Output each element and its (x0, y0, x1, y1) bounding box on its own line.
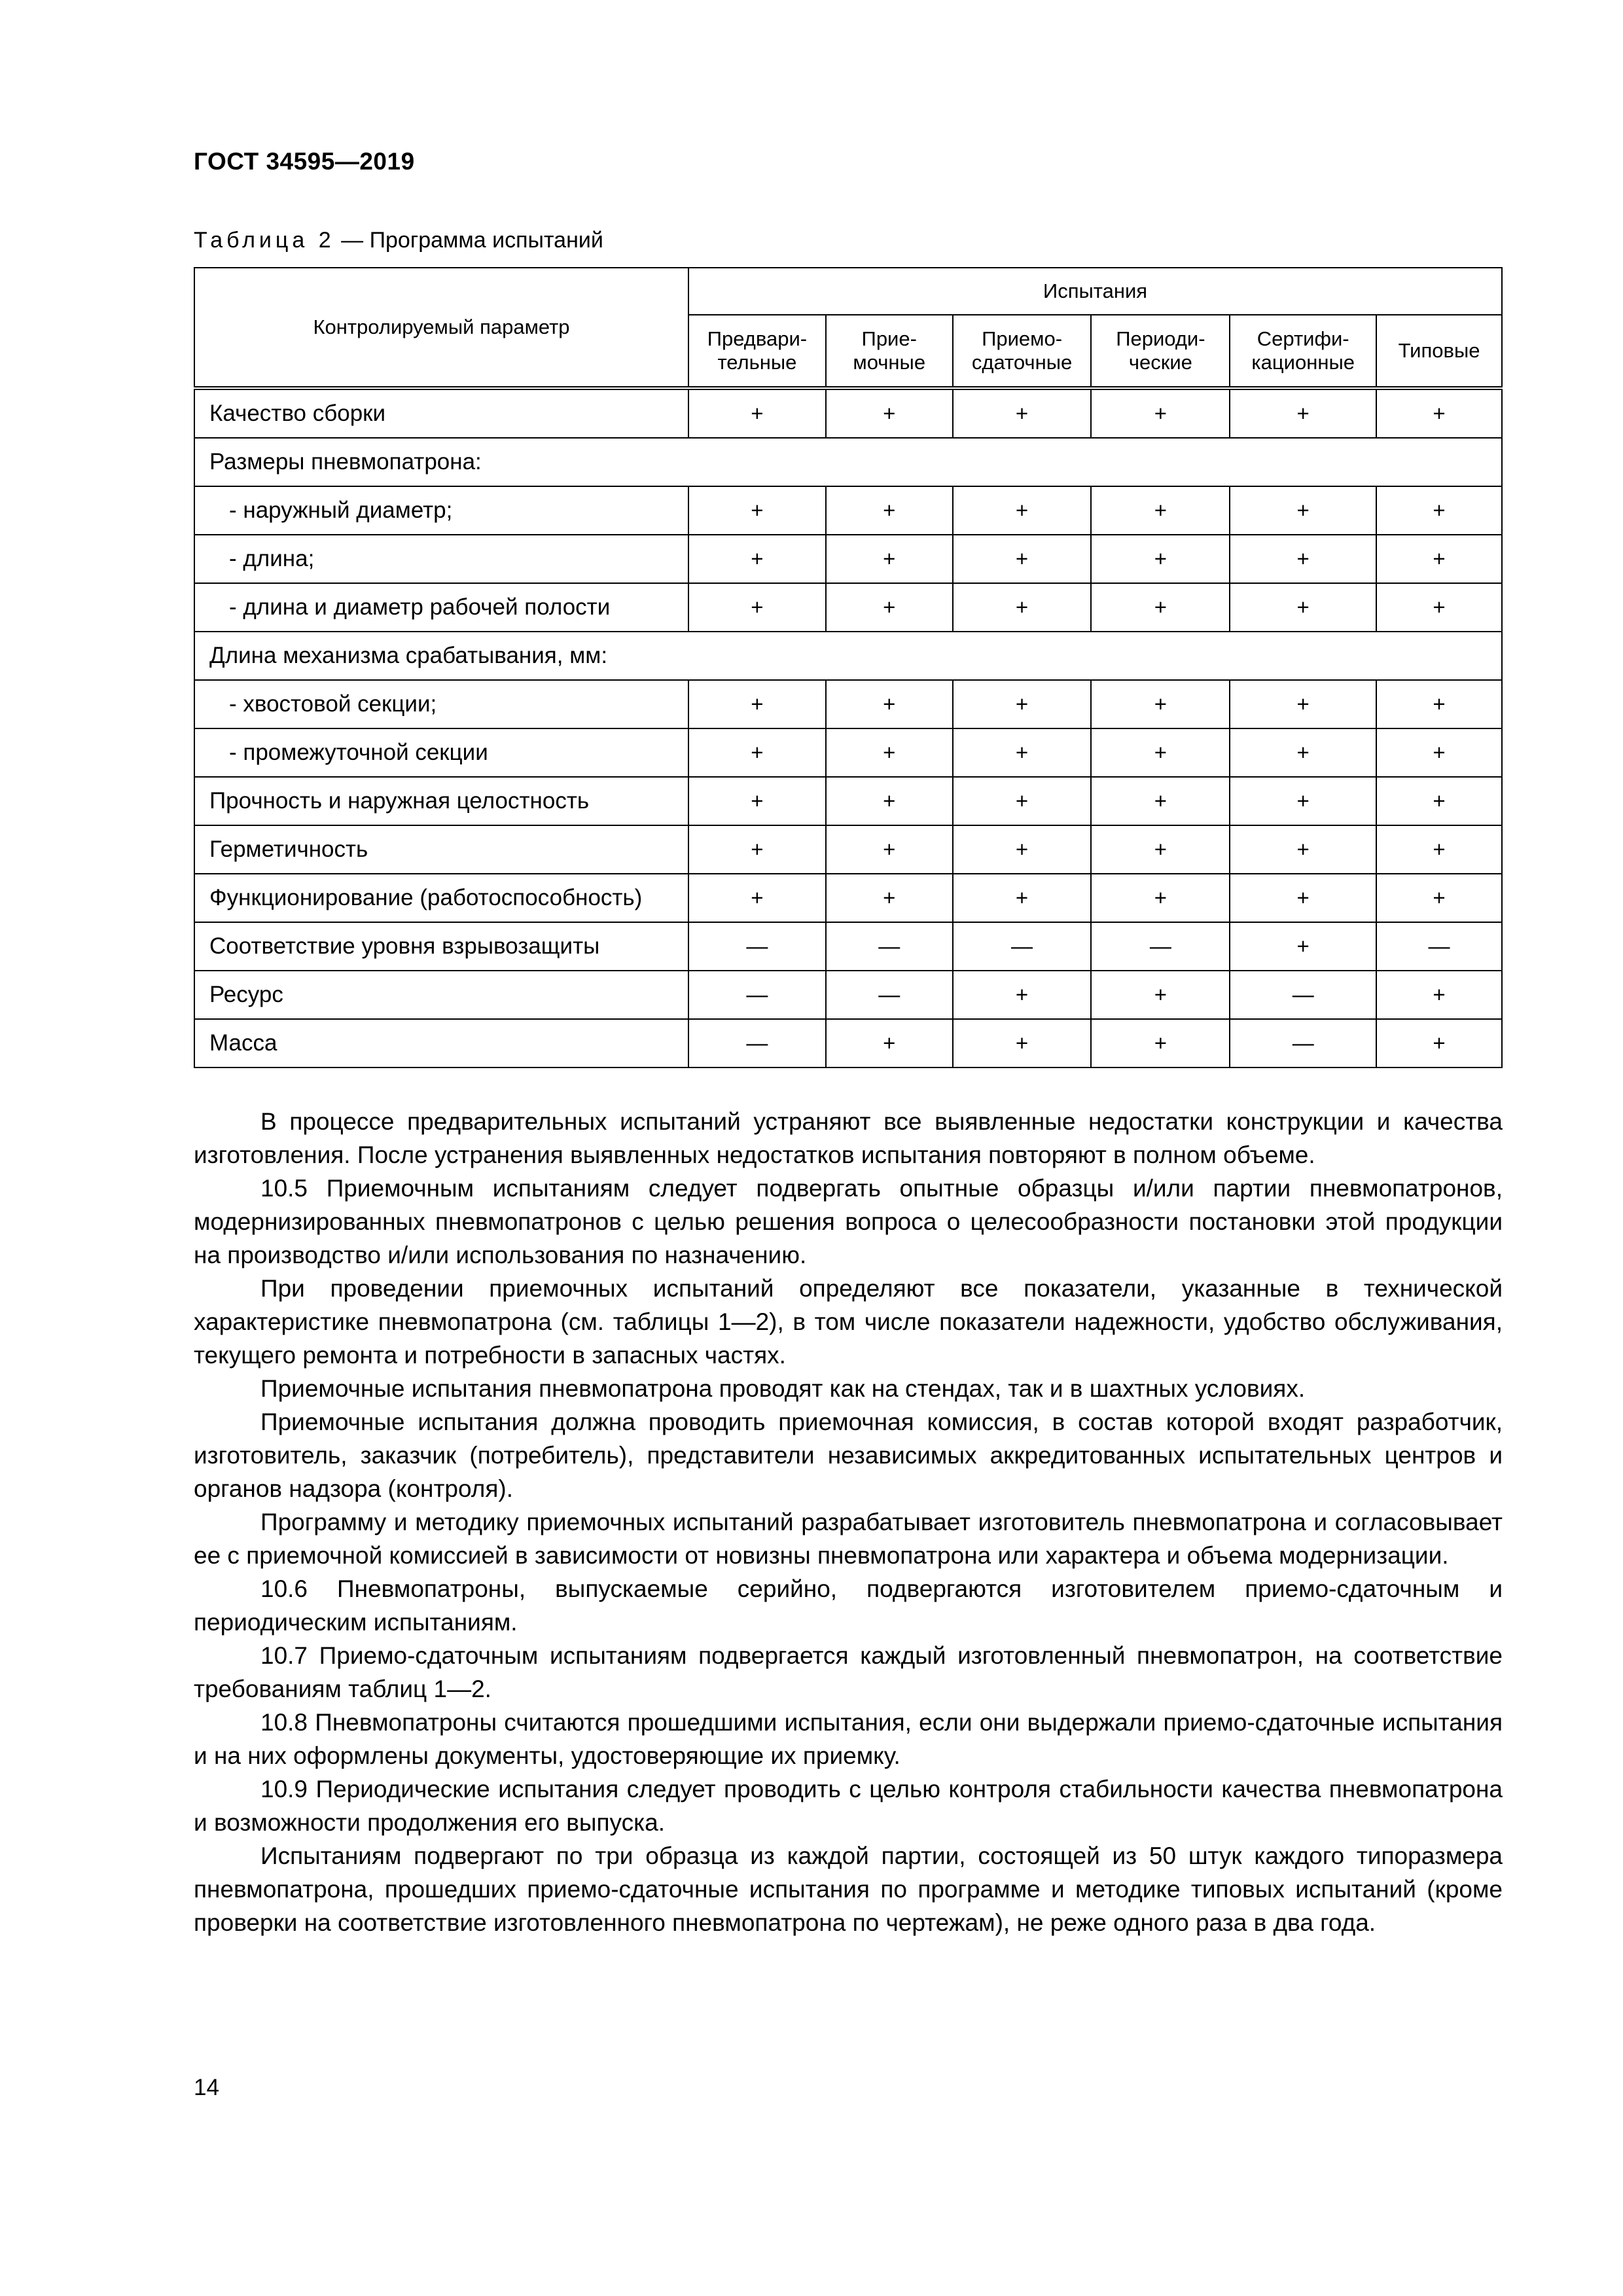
row-parameter-name: Соответствие уровня взрывозащиты (194, 922, 688, 971)
test-mark-cell: + (1091, 680, 1230, 728)
test-mark-cell: + (953, 728, 1092, 777)
row-parameter-name: Функционирование (работоспособность) (194, 874, 688, 922)
document-code-header: ГОСТ 34595—2019 (194, 148, 415, 175)
table-row (194, 825, 1502, 874)
test-mark-cell: + (688, 874, 826, 922)
test-mark-cell: + (826, 486, 953, 535)
test-mark-cell: + (953, 971, 1092, 1019)
test-mark-cell: + (1091, 825, 1230, 874)
row-parameter-name: - длина и диаметр рабочей полости (194, 583, 688, 632)
test-mark-cell: + (1230, 874, 1376, 922)
test-mark-cell: + (1376, 728, 1502, 777)
test-mark-cell: + (688, 535, 826, 583)
test-mark-cell: + (1376, 535, 1502, 583)
body-paragraph: При проведении приемочных испытаний определяют все показатели, указанные в технической характеристике пневмопатрона (см. таблицы 1—2), в том числе показатели надежности, удобство обслуживания, текущего ремонта и потребности в запасных частях. (194, 1275, 1503, 1369)
test-mark-cell: — (1376, 922, 1502, 971)
row-parameter-name: Размеры пневмопатрона: (194, 438, 1502, 486)
test-mark-cell: + (826, 825, 953, 874)
row-parameter-name: - промежуточной секции (194, 728, 688, 777)
table-section-row (194, 438, 1502, 486)
row-parameter-name: - наружный диаметр; (194, 486, 688, 535)
test-mark-cell: + (688, 388, 826, 438)
test-mark-cell: + (688, 680, 826, 728)
test-mark-cell: — (688, 1019, 826, 1067)
body-paragraph: Приемочные испытания должна проводить приемочная комиссия, в состав которой входят разработчик, изготовитель, заказчик (потребитель), представители независимых аккредитованных испытательных центров и органов надзора (контроля). (194, 1408, 1503, 1502)
test-mark-cell: + (688, 825, 826, 874)
test-mark-cell: + (953, 874, 1092, 922)
test-column-header: Приемо- сдаточные (953, 315, 1092, 388)
body-paragraph: Программу и методику приемочных испытаний разрабатывает изготовитель пневмопатрона и согласовывает ее с приемочной комиссией в зависимости от новизны пневмопатрона или характера и объема модернизации. (194, 1509, 1503, 1569)
test-mark-cell: + (1230, 535, 1376, 583)
test-mark-cell: + (1230, 922, 1376, 971)
test-program-table (194, 267, 1503, 1068)
test-mark-cell: + (826, 388, 953, 438)
test-mark-cell: — (953, 922, 1092, 971)
test-mark-cell: + (1376, 825, 1502, 874)
body-paragraph: 10.5 Приемочным испытаниям следует подвергать опытные образцы и/или партии пневмопатронов, модернизированных пневмопатронов с целью решения вопроса о целесообразности постановки этой продукции на производство и/или использования по назначению. (194, 1175, 1503, 1268)
test-mark-cell: + (826, 728, 953, 777)
test-mark-cell: + (953, 825, 1092, 874)
row-parameter-name: Качество сборки (194, 388, 688, 438)
test-column-header: Типовые (1376, 315, 1502, 388)
table-row (194, 922, 1502, 971)
test-mark-cell: + (1091, 1019, 1230, 1067)
table-row (194, 971, 1502, 1019)
param-column-header: Контролируемый параметр (194, 268, 688, 388)
test-mark-cell: + (826, 535, 953, 583)
test-column-header: Периоди- ческие (1091, 315, 1230, 388)
test-mark-cell: + (1376, 1019, 1502, 1067)
test-mark-cell: — (1230, 971, 1376, 1019)
test-mark-cell: + (1376, 388, 1502, 438)
test-mark-cell: + (688, 486, 826, 535)
test-mark-cell: + (1230, 728, 1376, 777)
test-mark-cell: + (1230, 777, 1376, 825)
table-caption (194, 228, 603, 253)
test-mark-cell: + (1376, 971, 1502, 1019)
test-mark-cell: + (1376, 777, 1502, 825)
row-parameter-name: - хвостовой секции; (194, 680, 688, 728)
test-mark-cell: + (1091, 777, 1230, 825)
test-mark-cell: + (688, 777, 826, 825)
page-number: 14 (194, 2075, 219, 2100)
test-mark-cell: — (826, 971, 953, 1019)
test-mark-cell: + (1091, 728, 1230, 777)
table-caption-label: Таблица 2 (194, 228, 335, 253)
body-paragraph: 10.8 Пневмопатроны считаются прошедшими испытания, если они выдержали приемо-сдаточные испытания и на них оформлены документы, удостоверяющие их приемку. (194, 1709, 1503, 1769)
test-mark-cell: + (1091, 971, 1230, 1019)
row-parameter-name: Длина механизма срабатывания, мм: (194, 632, 1502, 680)
test-mark-cell: + (953, 680, 1092, 728)
table-row (194, 874, 1502, 922)
table-caption-title: — Программа испытаний (334, 228, 603, 253)
test-mark-cell: + (826, 777, 953, 825)
test-mark-cell: + (953, 777, 1092, 825)
test-mark-cell: + (1376, 680, 1502, 728)
row-parameter-name: - длина; (194, 535, 688, 583)
body-text (194, 1105, 1503, 1939)
test-column-header: Сертифи- кационные (1230, 315, 1376, 388)
test-mark-cell: + (1376, 486, 1502, 535)
test-mark-cell: — (1230, 1019, 1376, 1067)
table-row (194, 535, 1502, 583)
test-mark-cell: + (826, 583, 953, 632)
row-parameter-name: Прочность и наружная целостность (194, 777, 688, 825)
test-mark-cell: + (1091, 874, 1230, 922)
table-row (194, 388, 1502, 438)
test-mark-cell: + (688, 728, 826, 777)
test-mark-cell: — (688, 922, 826, 971)
body-paragraph: 10.6 Пневмопатроны, выпускаемые серийно, подвергаются изготовителем приемо-сдаточным и периодическим испытаниям. (194, 1575, 1503, 1636)
body-paragraph: Приемочные испытания пневмопатрона проводят как на стендах, так и в шахтных условиях. (260, 1375, 1306, 1402)
test-mark-cell: + (826, 680, 953, 728)
test-mark-cell: + (1376, 874, 1502, 922)
row-parameter-name: Ресурс (194, 971, 688, 1019)
test-column-header: Прие- мочные (826, 315, 953, 388)
test-mark-cell: + (1230, 388, 1376, 438)
row-parameter-name: Масса (194, 1019, 688, 1067)
body-paragraph: 10.9 Периодические испытания следует проводить с целью контроля стабильности качества пневмопатрона и возможности продолжения его выпуска. (194, 1776, 1503, 1836)
test-mark-cell: + (1091, 486, 1230, 535)
test-mark-cell: + (1091, 388, 1230, 438)
table-section-row (194, 632, 1502, 680)
test-mark-cell: + (953, 535, 1092, 583)
row-parameter-name: Герметичность (194, 825, 688, 874)
test-mark-cell: + (953, 388, 1092, 438)
test-mark-cell: + (1230, 583, 1376, 632)
table-row (194, 777, 1502, 825)
test-mark-cell: + (953, 486, 1092, 535)
table-row (194, 1019, 1502, 1067)
test-mark-cell: + (1230, 825, 1376, 874)
test-mark-cell: + (688, 583, 826, 632)
test-mark-cell: — (688, 971, 826, 1019)
table-row (194, 680, 1502, 728)
test-column-header: Предвари- тельные (688, 315, 826, 388)
test-mark-cell: + (826, 874, 953, 922)
test-mark-cell: + (1230, 486, 1376, 535)
test-mark-cell: + (1091, 535, 1230, 583)
test-mark-cell: — (826, 922, 953, 971)
test-mark-cell: — (1091, 922, 1230, 971)
table-row (194, 728, 1502, 777)
test-mark-cell: + (1091, 583, 1230, 632)
test-mark-cell: + (1376, 583, 1502, 632)
test-mark-cell: + (953, 1019, 1092, 1067)
table-row (194, 486, 1502, 535)
test-mark-cell: + (953, 583, 1092, 632)
body-paragraph: Испытаниям подвергают по три образца из каждой партии, состоящей из 50 штук каждого типоразмера пневмопатрона, прошедших приемо-сдаточные испытания по программе и методике типовых испытаний (кроме проверки на соответствие изготовленного пневмопатрона по чертежам), не реже одного раза в два года. (194, 1842, 1503, 1936)
test-mark-cell: + (826, 1019, 953, 1067)
body-paragraph: 10.7 Приемо-сдаточным испытаниям подвергается каждый изготовленный пневмопатрон, на соответствие требованиям таблиц 1—2. (194, 1642, 1503, 1702)
body-paragraph: В процессе предварительных испытаний устраняют все выявленные недостатки конструкции и качества изготовления. После устранения выявленных недостатков испытания повторяют в полном объеме. (194, 1108, 1503, 1168)
tests-group-header: Испытания (688, 268, 1502, 315)
table-row (194, 583, 1502, 632)
test-mark-cell: + (1230, 680, 1376, 728)
